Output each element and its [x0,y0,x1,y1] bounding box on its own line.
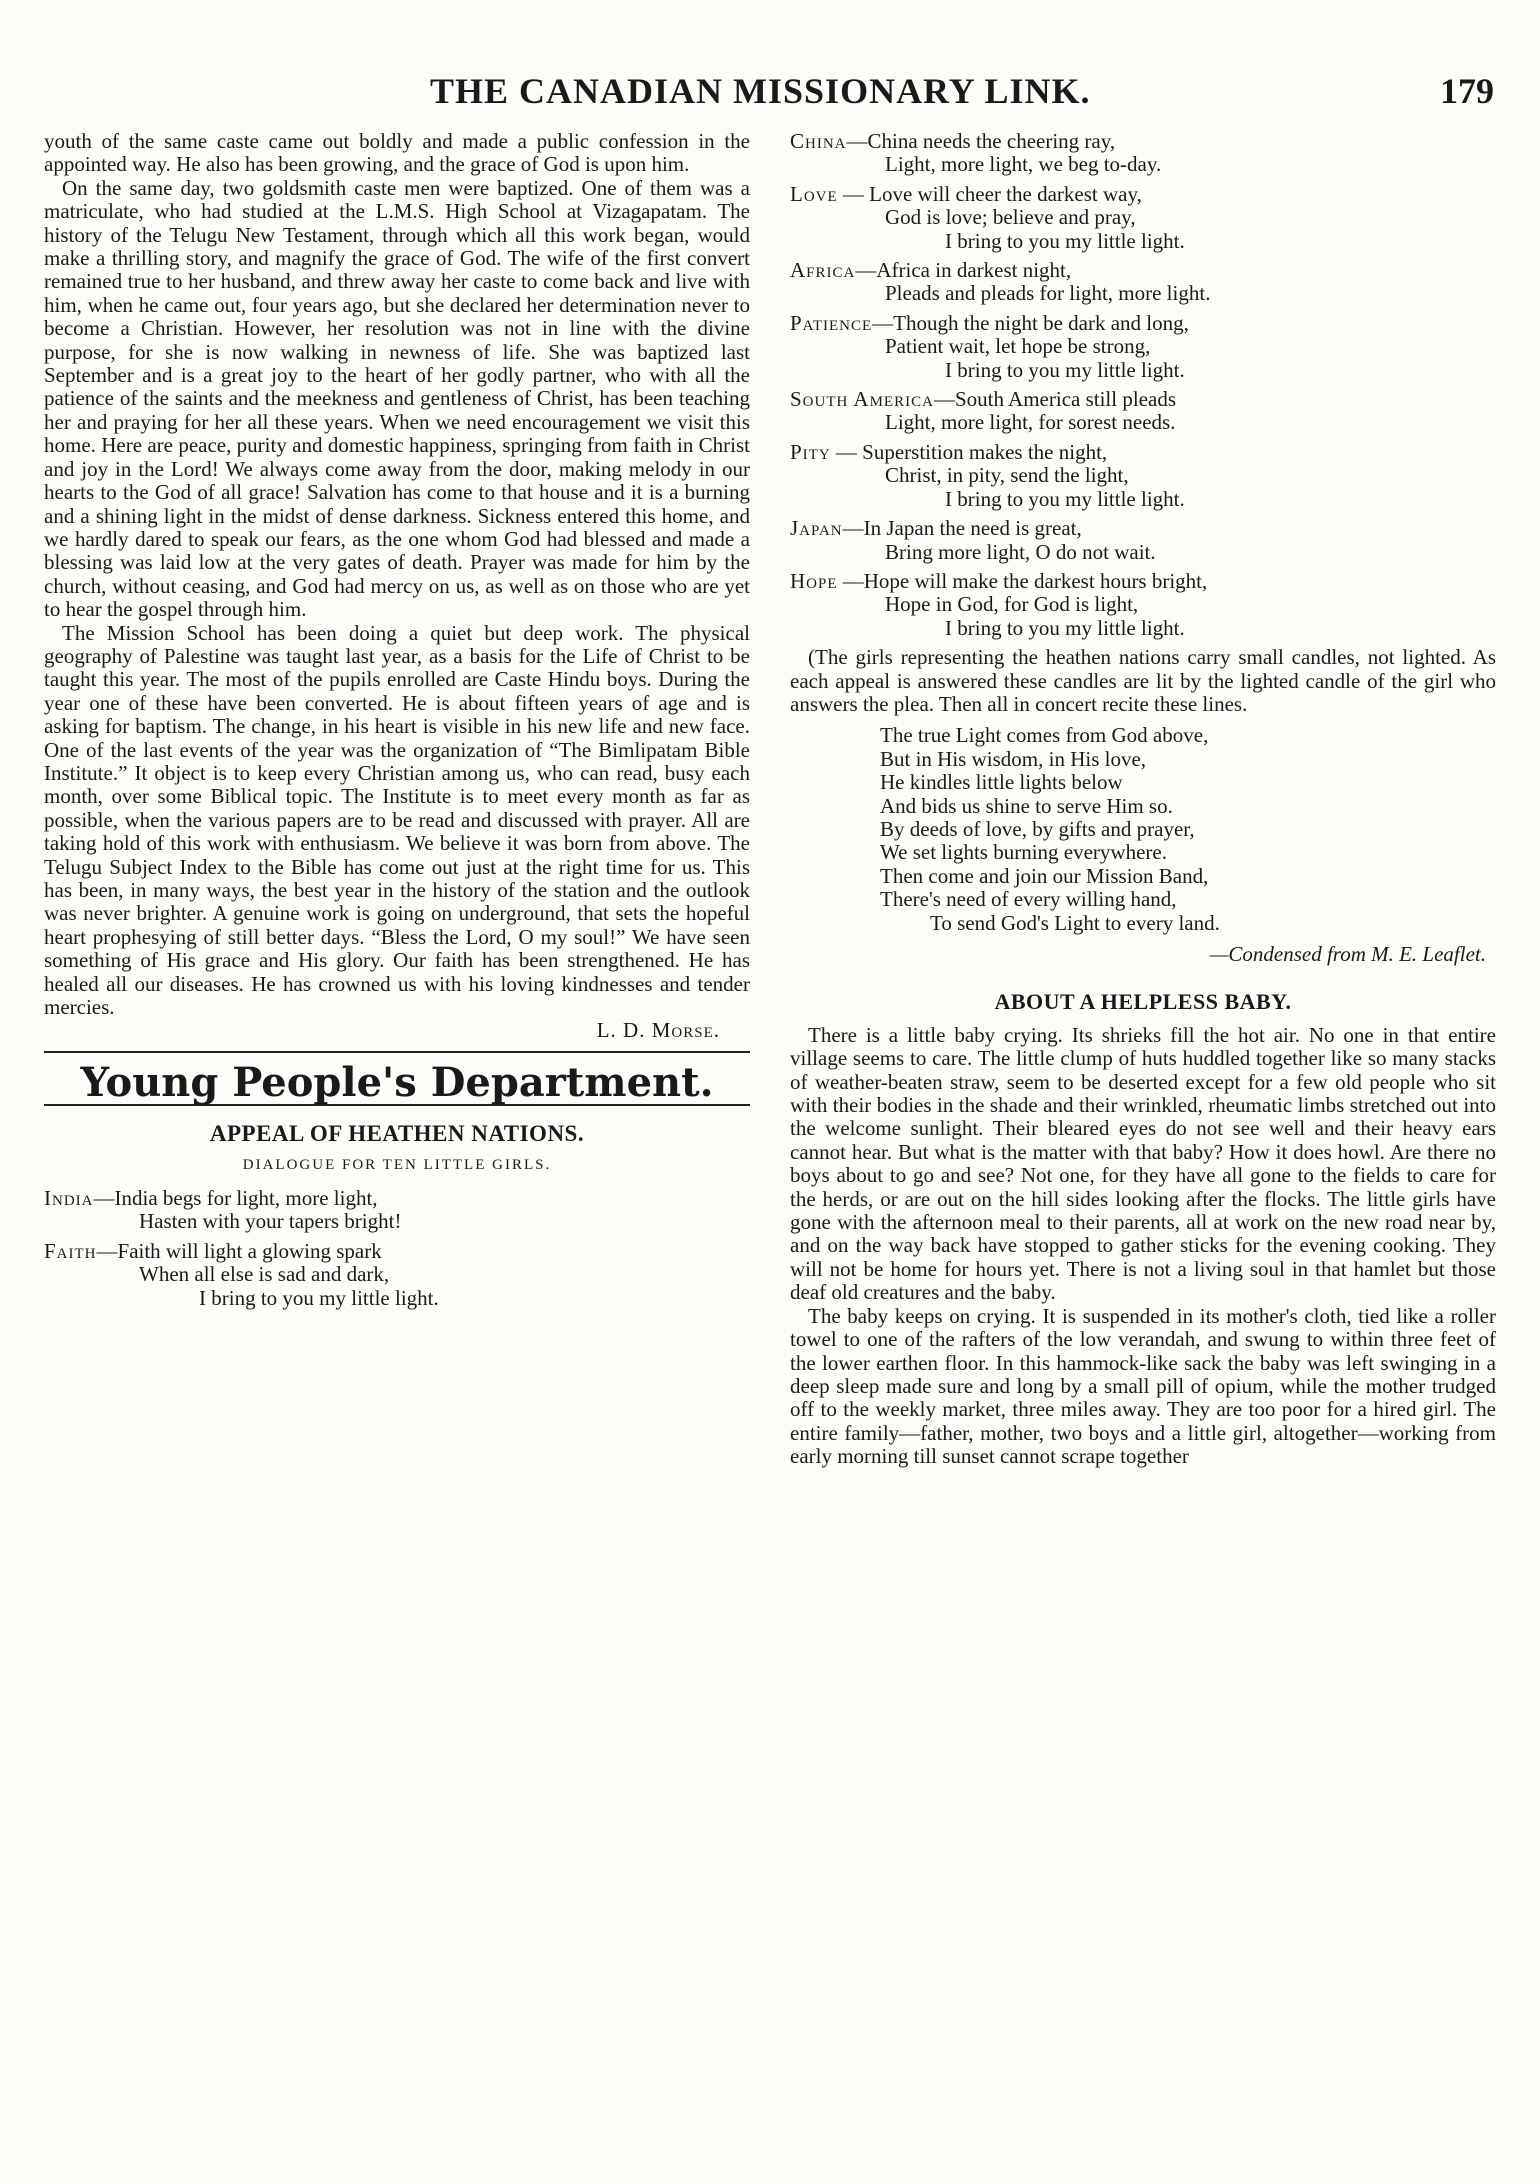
verse-hope: Hope —Hope will make the darkest hours bright, Hope in God, for God is light, I bring to you my little light. [790,570,1496,640]
verse-line: I bring to you my little light. [945,615,1185,640]
speaker: China [790,129,847,153]
poem [790,724,1496,935]
verse-line: I bring to you my little light. [945,357,1185,382]
speaker: Hope [790,568,838,593]
paragraph: On the same day, two goldsmith caste men were baptized. One of them was a matriculate, who had studied at the L.M.S. High School at Vizagapatam. The history of the Telugu New Testament, through which all this work began, would make a thrilling story, and magnify the grace of God. The wife of the first convert remained true to her husband, and threw away her caste to come back and live with him, when he came out, four years ago, but she declared her determination never to become a Christian. However, her resolution was not in line with the divine purpose, for she is now walking in newness of life. She was baptized last September and is a great joy to the heart of her godly partner, who with all the patience of the saints and the meekness and gentleness of Christ, has been teaching her and praying for her all these years. When we need encouragement we visit this home. Here are peace, purity and domestic happiness, springing from faith in Christ and joy in the Lord! We always come away from the door, making melody in our hearts to the God of all grace! Salvation has come to that house and it is a burning and a shining light in the midst of dense darkness. Sickness entered this home, and we hardly dared to speak our fears, as the one whom God had blessed and made a blessing was laid low at the very gates of death. Prayer was made for him by the church, without ceasing, and God had mercy on us, as well as on those who are yet to hear the gospel through him. [44,175,750,622]
left-column [44,130,750,1316]
verse-line: Christ, in pity, send the light, [885,463,1129,488]
verse-line: Pleads and pleads for light, more light. [885,281,1211,306]
header-title: THE CANADIAN MISSIONARY LINK. [430,71,1091,111]
poem-line: But in His wisdom, in His love, [880,746,1147,771]
paragraph: youth of the same caste came out boldly and made a public confession in the appointed way. He also has been growing, and the grace of God is upon him. [44,129,750,177]
verse-india: India—India begs for light, more light, Hasten with your tapers bright! [44,1187,750,1234]
stage-direction: (The girls representing the heathen nations carry small candles, not lighted. As each appeal is answered these candles are lit by the lighted candle of the girl who answers the plea. Then all in concert recite these lines. [790,645,1496,716]
verse-line: China needs the cheering ray, [867,129,1116,153]
right-column [790,130,1496,1469]
verse-faith: Faith—Faith will light a glowing spark When all else is sad and dark, I bring to you my little light. [44,1240,750,1310]
divider [44,1051,750,1053]
page-number: 179 [1440,71,1494,111]
verse-line: I bring to you my little light. [199,1285,439,1310]
speaker: Faith [44,1238,97,1263]
verse-line: I bring to you my little light. [945,486,1185,511]
verse-africa: Africa—Africa in darkest night, Pleads and pleads for light, more light. [790,259,1496,306]
verse-line: In Japan the need is great, [863,516,1082,541]
verse-line: India begs for light, more light, [114,1186,378,1211]
verse-love: Love — Love will cheer the darkest way, God is love; believe and pray, I bring to you my little light. [790,183,1496,253]
appeal-subtitle: DIALOGUE FOR TEN LITTLE GIRLS. [242,1156,552,1173]
speaker: India [44,1186,94,1211]
verse-line: Light, more light, we beg to-day. [885,152,1162,177]
verse-south-america: South America—South America still pleads Light, more light, for sorest needs. [790,388,1496,435]
poem-line: And bids us shine to serve Him so. [880,793,1173,818]
page-header [0,70,1540,120]
verse-line: Though the night be dark and long, [893,310,1189,335]
verse-line: When all else is sad and dark, [139,1262,390,1287]
poem-line: To send God's Light to every land. [930,910,1220,935]
department-heading: Young People's Department. [80,1058,714,1106]
verse-line: Light, more light, for sorest needs. [885,410,1176,435]
verse-line: Superstition makes the night, [862,439,1108,464]
speaker: Love [790,181,838,206]
verse-china: China—China needs the cheering ray, Light, more light, we beg to-day. [790,130,1496,177]
speaker: South America [790,387,934,412]
credit-line: —Condensed from M. E. Leaflet. [1209,942,1486,966]
about-title: ABOUT A HELPLESS BABY. [994,989,1292,1015]
signature [44,1019,750,1042]
verse-line: Love will cheer the darkest way, [869,181,1142,206]
poem-line: Then come and join our Mission Band, [880,863,1209,888]
speaker: Africa [790,258,856,283]
speaker: Japan [790,516,843,541]
poem-line: He kindles little lights below [880,770,1123,795]
verse-line: God is love; believe and pray, [885,205,1136,230]
paragraph: The Mission School has been doing a quiet but deep work. The physical geography of Palestine was taught last year, as a basis for the Life of Christ to be taught this year. The most of the pupils enrolled are Caste Hindu boys. During the year one of these have been converted. He is about fifteen years of age and is asking for baptism. The change, in his heart is visible in his new life and new face. One of the last events of the year was the organization of “The Bimlipatam Bible Institute.” It object is to keep every Christian among us, who can read, busy each month, over some Biblical topic. The Institute is to meet every month as far as possible, when the various papers are to be read and discussed with prayer. All are taking hold of this work with enthusiasm. We believe it was born from above. The Telugu Subject Index to the Bible has come out just at the right time for us. This has been, in many ways, the best year in the history of the station and the outlook was never brighter. A genuine work is going on underground, that sets the hopeful heart prophesying of still better days. “Bless the Lord, O my soul!” We have seen something of His grace and His glory. Our faith has been strengthened. He has healed all our diseases. He has crowned us with his loving kindnesses and tender mercies. [44,620,750,1020]
poem-line: We set lights burning everywhere. [880,840,1167,865]
poem-line: There's need of every willing hand, [880,887,1177,912]
paragraph: The baby keeps on crying. It is suspended in its mother's cloth, tied like a roller towel to one of the rafters of the low verandah, and swung to within three feet of the lower earthen floor. In this hammock-like sack the baby was left swinging in a deep sleep made sure and long by a small pill of opium, while the mother trudged off to the weekly market, three miles away. They are too poor for a hired girl. The entire family—father, mother, two boys and a little girl, altogether—working from early morning till sunset cannot scrape together [790,1303,1496,1469]
poem-line: The true Light comes from God above, [880,723,1209,748]
verse-line: Hope in God, for God is light, [885,592,1139,617]
verse-line: I bring to you my little light. [945,228,1185,253]
verse-line: Patient wait, let hope be strong, [885,334,1151,359]
speaker: Patience [790,310,873,335]
verse-patience: Patience—Though the night be dark and long, Patient wait, let hope be strong, I bring to you my little light. [790,312,1496,382]
verse-line: Bring more light, O do not wait. [885,539,1156,564]
verse-line: Africa in darkest night, [876,258,1072,283]
appeal-title: APPEAL OF HEATHEN NATIONS. [209,1121,585,1147]
verse-line: Hope will make the darkest hours bright, [863,568,1208,593]
verse-line: Faith will light a glowing spark [117,1238,382,1263]
verse-japan: Japan—In Japan the need is great, Bring more light, O do not wait. [790,517,1496,564]
signature-text: L. D. Morse. [596,1018,720,1043]
verse-line: South America still pleads [954,387,1176,412]
poem-line: By deeds of love, by gifts and prayer, [880,816,1195,841]
speaker: Pity [790,439,831,464]
paragraph: There is a little baby crying. Its shrieks fill the hot air. No one in that entire village seems to care. The little clump of huts huddled together like so many stacks of weather-beaten straw, seem to be deserted except for a few old people who sit with their bodies in the shade and their wrinkled, rheumatic limbs stretched out into the welcome sunlight. Their bleared eyes do not see well and their heavy ears cannot hear. But what is the matter with that baby? How it does howl. Are there no boys about to go and see? Not one, for they have all gone to the fields to care for the herds, or are out on the hill sides looking after the flocks. The little girls have gone with the afternoon meal to their parents, all at work on the new road near by, and on the way back have stopped to gather sticks for the evening cooking. They will not be home for hours yet. There is not a living soul in that hamlet but those deaf old creatures and the baby. [790,1022,1496,1305]
verse-line: Hasten with your tapers bright! [139,1209,402,1234]
verse-pity: Pity — Superstition makes the night, Christ, in pity, send the light, I bring to you my little light. [790,441,1496,511]
